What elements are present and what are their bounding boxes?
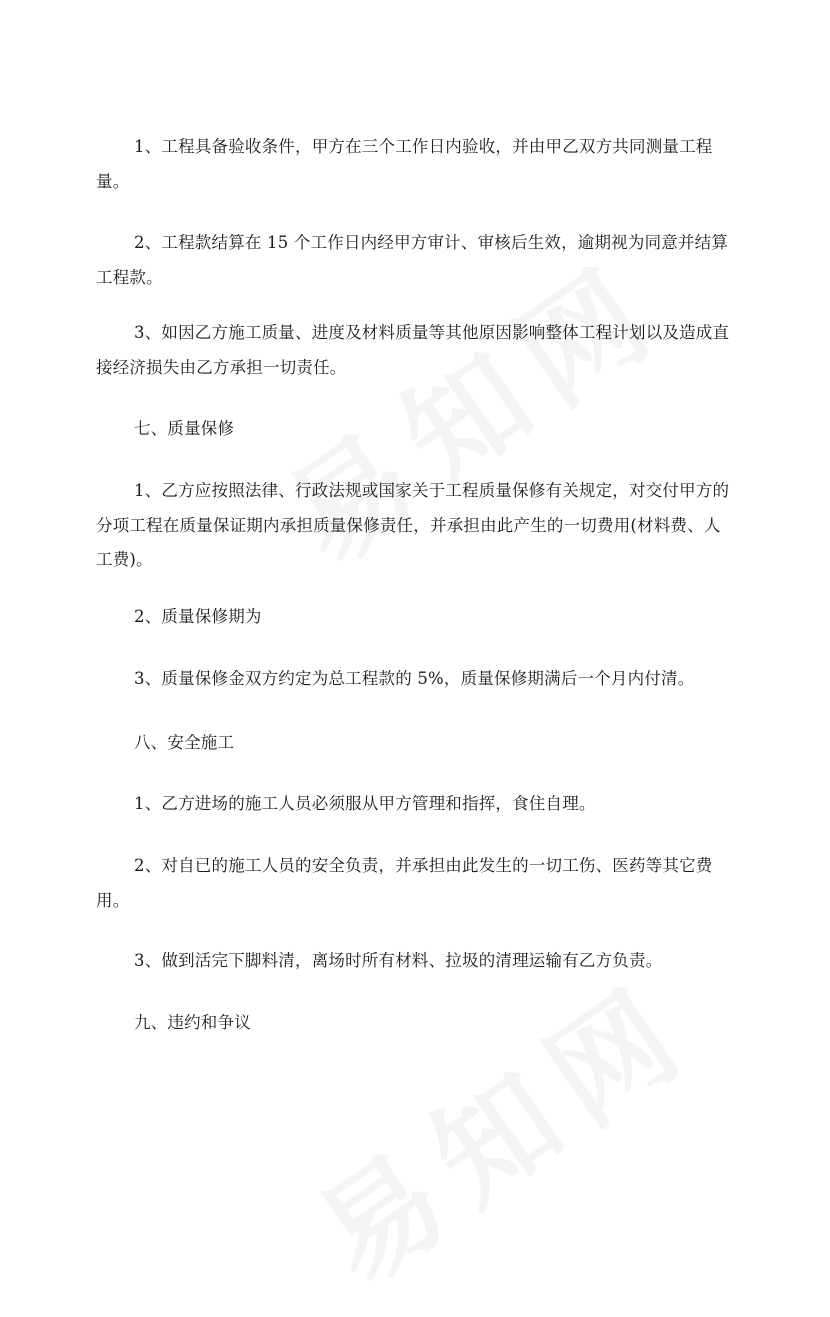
clause-paragraph: 1、工程具备验收条件，甲方在三个工作日内验收，并由甲乙双方共同测量工程量。 [96,137,713,191]
section-heading: 九、违约和争议 [134,1013,251,1032]
watermark [279,935,722,1317]
clause-paragraph: 1、乙方进场的施工人员必须服从甲方管理和指挥，食住自理。 [134,794,596,813]
section-heading: 八、安全施工 [134,733,235,752]
clause-paragraph: 3、如因乙方施工质量、进度及材料质量等其他原因影响整体工程计划以及造成直接经济损失由乙方承担一切责任。 [96,323,730,377]
clause-paragraph: 2、对自已的施工人员的安全负责，并承担由此发生的一切工伤、医药等其它费用。 [96,856,713,910]
clause-paragraph: 3、质量保修金双方约定为总工程款的 5%，质量保修期满后一个月内付清。 [134,669,695,688]
clause-paragraph: 2、质量保修期为 [134,607,262,626]
section-heading: 七、质量保修 [134,419,235,438]
clause-paragraph: 1、乙方应按照法律、行政法规或国家关于工程质量保修有关规定，对交付甲方的分项工程在质量保证期内承担质量保修责任，并承担由此产生的一切费用(材料费、人工费)。 [96,481,730,569]
clause-paragraph: 3、做到活完下脚料清，离场时所有材料、拉圾的清理运输有乙方负责。 [134,951,663,970]
clause-paragraph: 2、工程款结算在 15 个工作日内经甲方审计、审核后生效，逾期视为同意并结算工程款。 [96,233,729,287]
